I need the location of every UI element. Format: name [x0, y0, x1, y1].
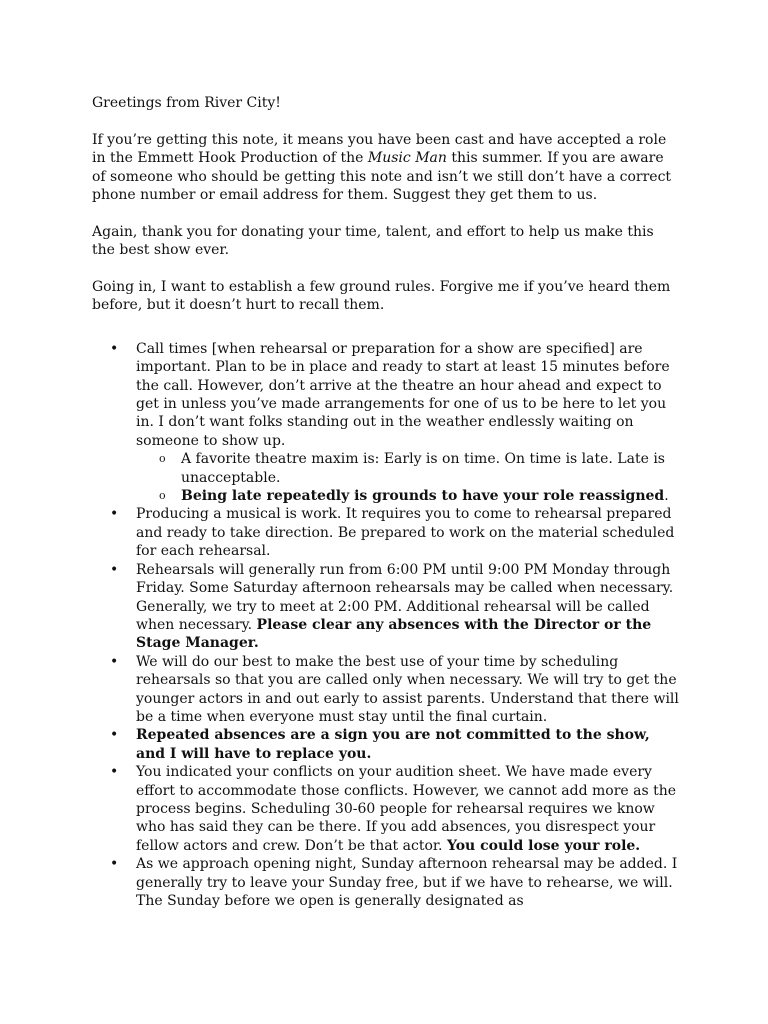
- rule-conflicts: [92, 763, 681, 855]
- rule-musical-is-work-text: Producing a musical is work. It requires you to come to rehearsal prepared and ready to take direction. Be prepared to work on the material scheduled for each rehearsal.: [136, 506, 675, 560]
- rule-rehearsal-schedule-text: Rehearsals will generally run from 6:00 PM until 9:00 PM Monday through Friday. Some Saturday afternoon rehearsals may be called when necessary. Generally, we try to meet at 2:00 PM. Additional rehearsal will be called when necessary.: [136, 561, 674, 633]
- sub-rule-late-reassigned-after: .: [664, 488, 669, 505]
- bullet-glyph: •: [110, 727, 119, 744]
- bullet-glyph: •: [110, 764, 119, 781]
- rule-conflicts-text: You indicated your conflicts on your audition sheet. We have made every effort to accommodate those conflicts. However, we cannot add more as the process begins. Scheduling 30-60 people for rehearsal requires we know who has said they can be there. If you add absences, you disrespect your fellow actors and crew. Don’t be that actor.: [136, 764, 677, 854]
- greeting: Greetings from River City!: [92, 95, 281, 111]
- bullet-glyph: •: [110, 340, 119, 357]
- rule-use-of-time-text: We will do our best to make the best use of your time by scheduling rehearsals so that you are called only when necessary. We will try to get the younger actors in and out early to assist parents. Understand that there will be a time when everyone must stay until the final curtain.: [136, 653, 679, 725]
- bullet-glyph: •: [110, 561, 119, 578]
- rule-call-times-text: Call times [when rehearsal or preparation for a show are specified] are important. Plan to be in place and ready to start at least 15 minutes before the call. However, don’t arrive at the theatre an hour ahead and expect to get in unless you’ve made arrangements for one of us to be here to let you in. I don’t want folks standing out in the weather endlessly waiting on someone to show up.: [136, 340, 670, 449]
- rule-rehearsal-schedule-bold: Please clear any absences with the Director or the Stage Manager.: [136, 616, 652, 652]
- call-times-sublist: [136, 450, 681, 505]
- rule-musical-is-work: [92, 505, 681, 560]
- sub-rule-theatre-maxim-text: A favorite theatre maxim is: Early is on time. On time is late. Late is unacceptable.: [181, 451, 665, 486]
- sub-bullet-glyph: o: [159, 452, 166, 466]
- sub-bullet-glyph: o: [159, 489, 166, 503]
- paragraph-thanks: Again, thank you for donating your time, talent, and effort to help us make this the best show ever.: [92, 223, 654, 259]
- rule-repeated-absences-text: Repeated absences are a sign you are not committed to the show, and I will have to replace you.: [136, 727, 650, 762]
- bullet-glyph: •: [110, 506, 119, 523]
- rule-sunday-rehearsal: [92, 855, 681, 910]
- bullet-glyph: •: [110, 653, 119, 670]
- bullet-glyph: •: [110, 856, 119, 873]
- rule-sunday-rehearsal-text: As we approach opening night, Sunday afternoon rehearsal may be added. I generally try to leave your Sunday free, but if we have to rehearse, we will. The Sunday before we open is generally designated as: [136, 856, 678, 910]
- paragraph-ground-rules-intro: Going in, I want to establish a few ground rules. Forgive me if you’ve heard them before, but it doesn’t hurt to recall them.: [92, 279, 671, 314]
- rule-repeated-absences: [92, 726, 681, 763]
- paragraph-cast-notice: [92, 131, 678, 205]
- rule-rehearsal-schedule: [92, 561, 681, 653]
- rule-conflicts-bold: You could lose your role.: [446, 837, 641, 854]
- ground-rules-list: [92, 340, 678, 911]
- sub-rule-late-reassigned-bold: Being late repeatedly is grounds to have your role reassigned: [181, 488, 665, 505]
- rule-call-times: [92, 340, 681, 506]
- paragraph-cast-notice-after: this summer. If you are aware of someone who should be getting this note and isn’t we still don’t have a correct phone number or email address for them. Suggest they get them to us.: [92, 150, 672, 204]
- sub-rule-late-reassigned: [136, 487, 681, 505]
- rule-use-of-time: [92, 653, 681, 727]
- show-title: Music Man: [367, 150, 447, 167]
- sub-rule-theatre-maxim: [136, 450, 681, 487]
- paragraph-cast-notice-before: If you’re getting this note, it means you have been cast and have accepted a role in the Emmett Hook Production of the: [92, 131, 667, 167]
